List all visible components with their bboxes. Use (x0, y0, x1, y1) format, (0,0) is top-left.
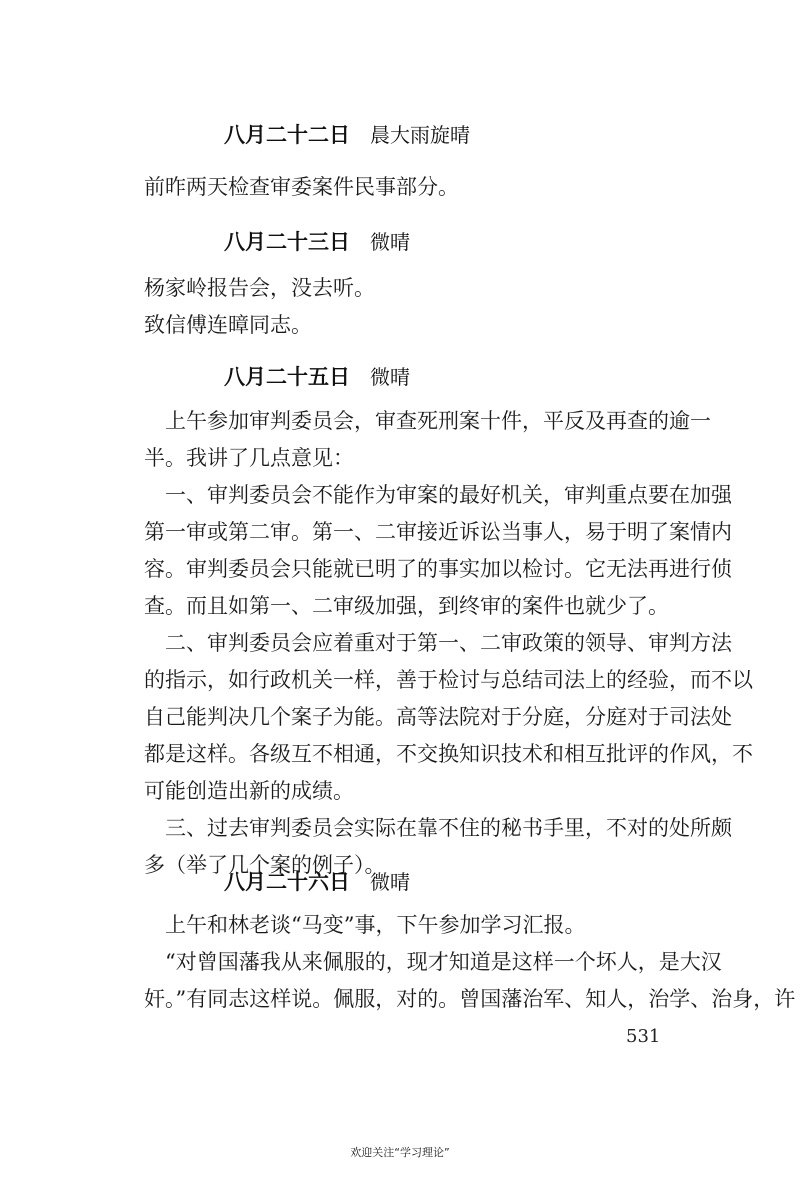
entry-weather: 微晴 (370, 230, 410, 254)
entry-line: 上午和林老谈“马变”事，下午参加学习汇报。 (144, 913, 586, 937)
entry-line: 的指示，如行政机关一样，善于检讨与总结司法上的经验，而不以 (144, 668, 753, 692)
entry-line: 查。而且如第一、二审级加强，到终审的案件也就少了。 (144, 594, 669, 618)
entry-heading (224, 363, 410, 391)
entry-line: 第一审或第二审。第一、二审接近诉讼当事人，易于明了案情内 (144, 520, 732, 544)
entry-weather: 微晴 (370, 870, 410, 894)
page-number: 531 (626, 1026, 661, 1047)
entry-heading (224, 868, 410, 896)
entry-line: 奸。”有同志这样说。佩服，对的。曾国藩治军、知人，治学、治身，许 (144, 987, 796, 1011)
entry-body (144, 270, 664, 344)
entry-line: 一、审判委员会不能作为审案的最好机关，审判重点要在加强 (144, 483, 732, 507)
entry-line: 杨家岭报告会，没去听。 (144, 276, 375, 300)
entry-date: 八月二十二日 (224, 123, 350, 147)
entry-heading (224, 121, 470, 149)
entry-weather: 微晴 (370, 365, 410, 389)
entry-line: 多（举了几个案的例子）。 (144, 853, 386, 877)
entry-date: 八月二十六日 (224, 870, 350, 894)
entry-line: 半。我讲了几点意见： (144, 446, 354, 470)
entry-line: 都是这样。各级互不相通，不交换知识技术和相互批评的作风，不 (144, 742, 753, 766)
entry-line: 容。审判委员会只能就已明了的事实加以检讨。它无法再进行侦 (144, 557, 732, 581)
entry-heading (224, 228, 410, 256)
entry-line: 三、过去审判委员会实际在靠不住的秘书手里，不对的处所颇 (144, 816, 732, 840)
entry-date: 八月二十三日 (224, 230, 350, 254)
entry-line: 上午参加审判委员会，审查死刑案十件，平反及再查的逾一 (144, 409, 711, 433)
entry-weather: 晨大雨旋晴 (370, 123, 470, 147)
entry-body (144, 169, 664, 206)
entry-body (144, 907, 796, 1018)
footer-note: 欢迎关注“学习理论” (350, 1146, 450, 1159)
entry-body (144, 403, 753, 884)
entry-line: 可能创造出新的成绩。 (144, 779, 354, 803)
entry-date: 八月二十五日 (224, 365, 350, 389)
entry-line: 自己能判决几个案子为能。高等法院对于分庭，分庭对于司法处 (144, 705, 732, 729)
entry-line: “对曾国藩我从来佩服的，现才知道是这样一个坏人，是大汉 (144, 950, 722, 974)
entry-line: 二、审判委员会应着重对于第一、二审政策的领导、审判方法 (144, 631, 732, 655)
entry-line: 前昨两天检查审委案件民事部分。 (144, 175, 459, 199)
entry-line: 致信傅连暲同志。 (144, 313, 312, 337)
